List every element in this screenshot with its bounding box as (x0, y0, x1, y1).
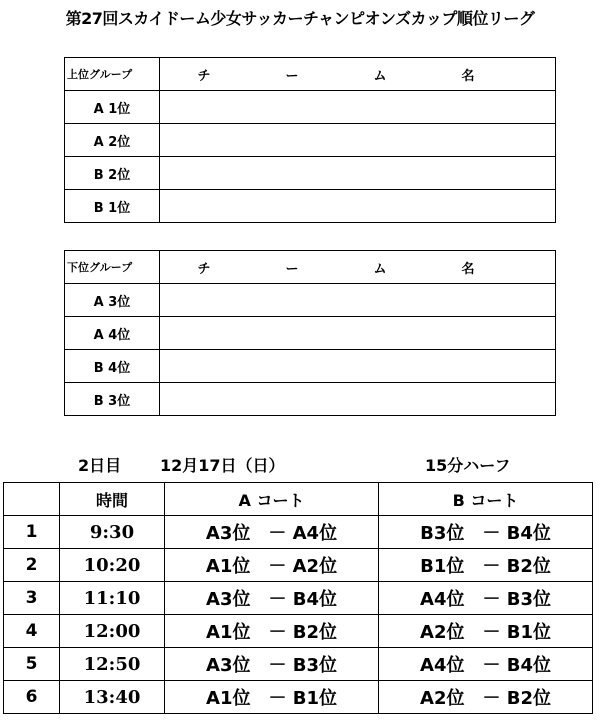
rank-label: B 3位 (65, 383, 160, 416)
day-label: 2日目 (78, 456, 122, 475)
header-cell (4, 483, 60, 516)
match-time: 13:40 (60, 681, 165, 714)
match-number: 2 (4, 549, 60, 582)
court-a-match: A1位 － B2位 (165, 615, 379, 648)
table-header-row (4, 483, 593, 516)
table-row (65, 383, 556, 416)
match-time: 9:30 (60, 516, 165, 549)
group-header: 下位グループ (65, 251, 160, 284)
header-cell-court-b: B コート (379, 483, 593, 516)
court-a-match: A3位 － A4位 (165, 516, 379, 549)
team-name-cell[interactable] (160, 157, 556, 190)
table-row (65, 157, 556, 190)
date-label: 12月17日（日） (160, 456, 285, 475)
team-name-cell[interactable] (160, 190, 556, 223)
team-name-header (160, 58, 556, 91)
team-header-char: 名 (461, 261, 475, 277)
header-cell-time: 時間 (60, 483, 165, 516)
court-a-match: A1位 － A2位 (165, 549, 379, 582)
match-number: 3 (4, 582, 60, 615)
table-row (65, 91, 556, 124)
table-row (65, 284, 556, 317)
court-a-match: A1位 － B1位 (165, 681, 379, 714)
header-cell-court-a: A コート (165, 483, 379, 516)
match-number: 6 (4, 681, 60, 714)
court-b-match: A4位 － B3位 (379, 582, 593, 615)
table-row (4, 549, 593, 582)
court-b-match: B1位 － B2位 (379, 549, 593, 582)
rank-label: B 4位 (65, 350, 160, 383)
table-row (65, 350, 556, 383)
match-time: 10:20 (60, 549, 165, 582)
team-header-char: 名 (461, 68, 475, 84)
team-name-header (160, 251, 556, 284)
match-time: 12:00 (60, 615, 165, 648)
team-name-cell[interactable] (160, 284, 556, 317)
team-header-char: ム (373, 68, 387, 84)
schedule-table (3, 482, 593, 714)
court-a-match: A3位 － B4位 (165, 582, 379, 615)
rank-label: A 2位 (65, 124, 160, 157)
table-row (4, 615, 593, 648)
match-format-label: 15分ハーフ (425, 456, 511, 475)
rank-label: A 4位 (65, 317, 160, 350)
court-b-match: A2位 － B2位 (379, 681, 593, 714)
table-row (65, 124, 556, 157)
match-time: 12:50 (60, 648, 165, 681)
court-a-match: A3位 － B3位 (165, 648, 379, 681)
team-name-cell[interactable] (160, 124, 556, 157)
table-row (4, 681, 593, 714)
team-name-cell[interactable] (160, 91, 556, 124)
match-time: 11:10 (60, 582, 165, 615)
team-header-char: ー (285, 68, 299, 84)
court-b-match: A2位 － B1位 (379, 615, 593, 648)
court-b-match: B3位 － B4位 (379, 516, 593, 549)
team-header-char: ム (373, 261, 387, 277)
table-row (4, 648, 593, 681)
team-header-char: ー (285, 261, 299, 277)
rank-label: A 1位 (65, 91, 160, 124)
upper-group-table (64, 57, 556, 223)
table-row (65, 317, 556, 350)
team-name-cell[interactable] (160, 383, 556, 416)
rank-label: B 2位 (65, 157, 160, 190)
team-name-cell[interactable] (160, 317, 556, 350)
table-row (65, 190, 556, 223)
court-b-match: A4位 － B4位 (379, 648, 593, 681)
table-row (4, 516, 593, 549)
match-number: 5 (4, 648, 60, 681)
group-header: 上位グループ (65, 58, 160, 91)
rank-label: B 1位 (65, 190, 160, 223)
team-header-char: チ (197, 261, 211, 277)
rank-label: A 3位 (65, 284, 160, 317)
team-name-cell[interactable] (160, 350, 556, 383)
page-title: 第27回スカイドーム少女サッカーチャンピオンズカップ順位リーグ (65, 9, 535, 28)
table-header-row (65, 58, 556, 91)
table-row (4, 582, 593, 615)
team-header-char: チ (197, 68, 211, 84)
lower-group-table (64, 250, 556, 416)
table-header-row (65, 251, 556, 284)
match-number: 1 (4, 516, 60, 549)
match-number: 4 (4, 615, 60, 648)
